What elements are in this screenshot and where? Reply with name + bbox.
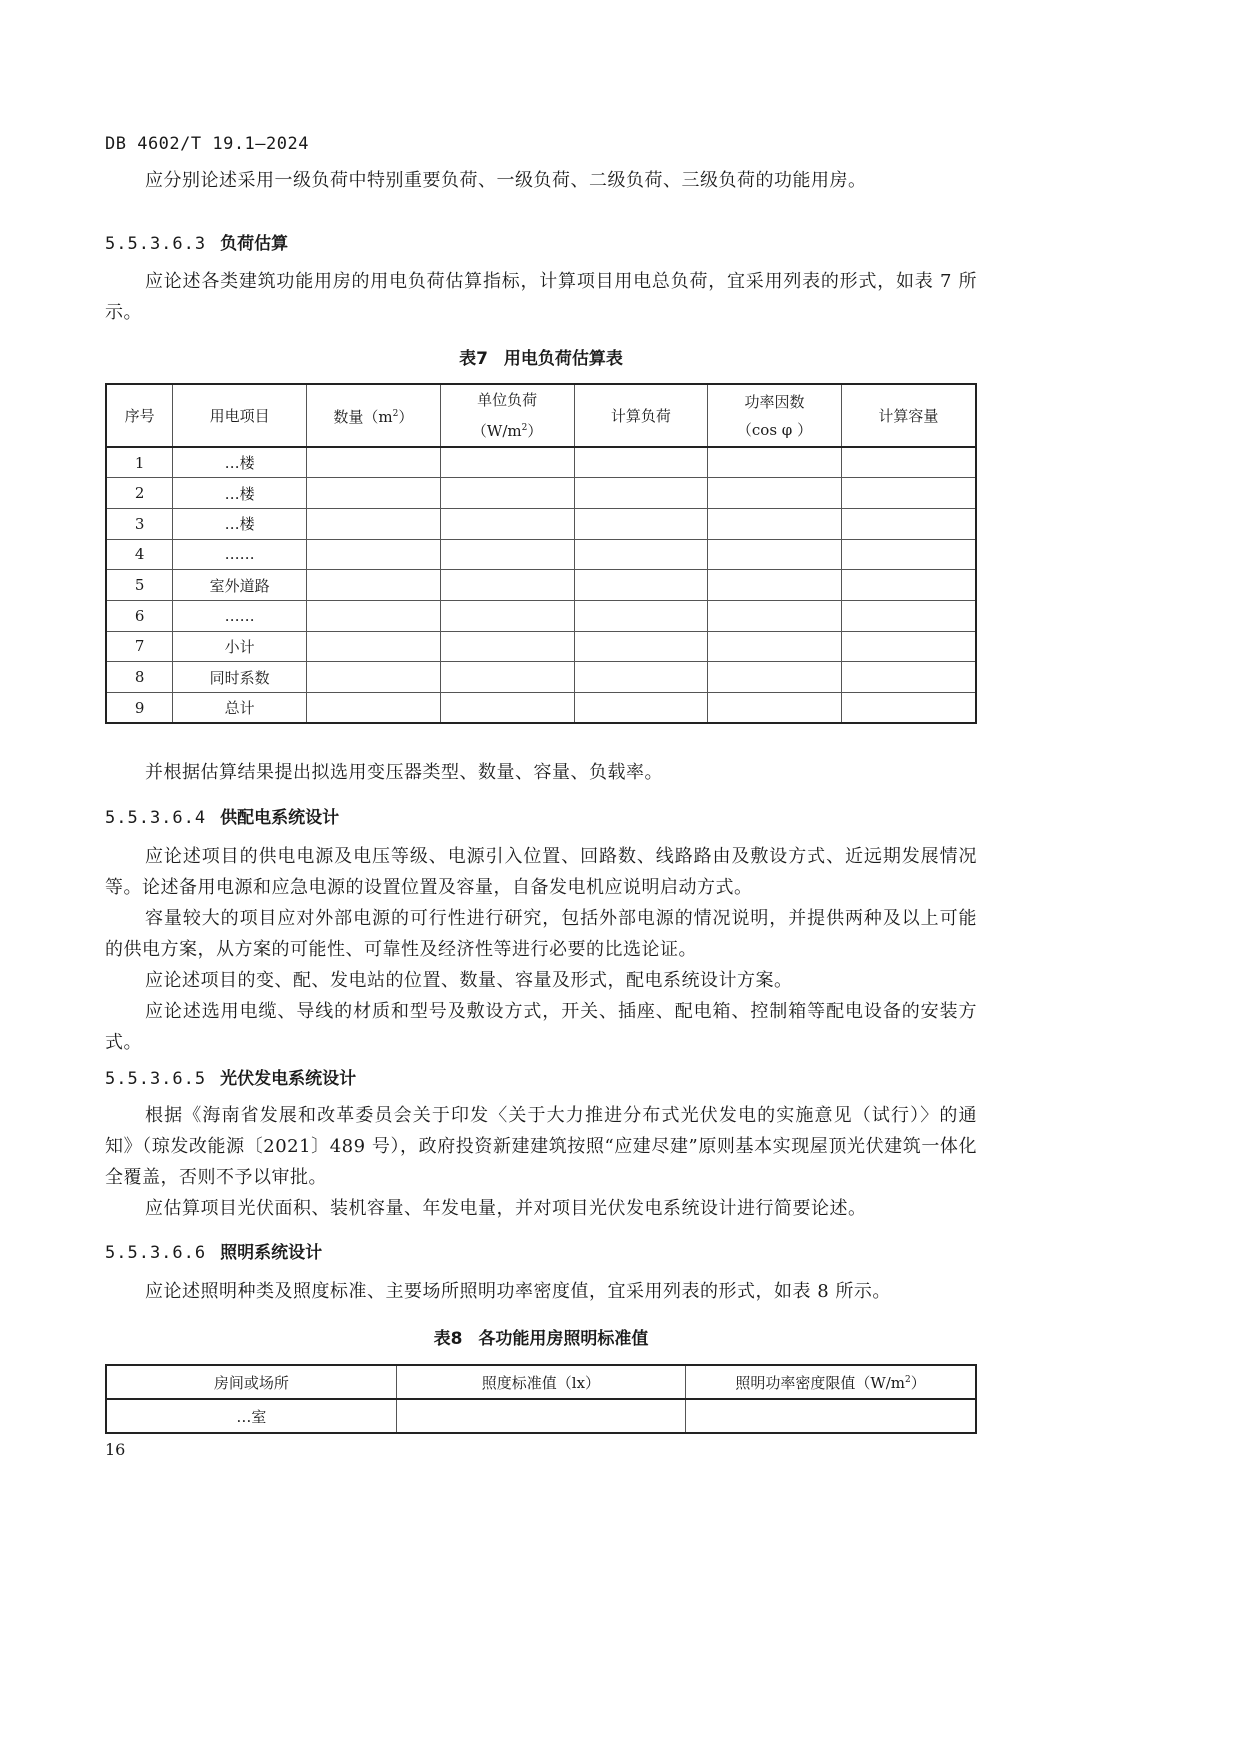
header-unit-load: 单位负荷 $(W/m^2)$ [440, 384, 574, 447]
load-estimation-table [105, 383, 977, 724]
unit-load-cell [440, 539, 574, 570]
load-item-cell: …楼 [173, 478, 307, 509]
table8-caption-number: 表8 [433, 1329, 463, 1349]
calculated-capacity-cell [841, 600, 976, 631]
paragraph: 容量较大的项目应对外部电源的可行性进行研究，包括外部电源的情况说明，并提供两种及以上可能的供电方案，从方案的可能性、可靠性及经济性等进行必要的比选论证。 [105, 908, 977, 960]
power-factor-cell [708, 693, 842, 724]
table-row [106, 1399, 976, 1433]
quantity-cell [307, 570, 441, 601]
calculated-load-cell [574, 693, 708, 724]
calculated-capacity-cell [841, 539, 976, 570]
transformer-paragraph: 并根据估算结果提出拟选用变压器类型、数量、容量、负载率。 [145, 762, 663, 783]
section-title: 光伏发电系统设计 [220, 1069, 357, 1089]
load-estimation-paragraph: 应论述各类建筑功能用房的用电负荷估算指标，计算项目用电总负荷，宜采用列表的形式，如表 7 所示。 [105, 271, 977, 323]
quantity-cell [307, 631, 441, 662]
table-row [106, 447, 976, 478]
calculated-capacity-cell [841, 508, 976, 539]
calculated-capacity-cell [841, 631, 976, 662]
unit-load-cell [440, 631, 574, 662]
unit-load-cell [440, 478, 574, 509]
power-factor-cell [708, 662, 842, 693]
load-item-cell: 同时系数 [173, 662, 307, 693]
header-serial-no: 序号 [106, 384, 173, 447]
quantity-cell [307, 539, 441, 570]
calculated-load-cell [574, 539, 708, 570]
serial-no-cell: 2 [106, 478, 173, 509]
unit-load-cell [440, 508, 574, 539]
header-illuminance: 照度标准值（lx） [396, 1365, 685, 1399]
power-density-cell [686, 1399, 976, 1433]
table7-caption [105, 344, 977, 369]
unit-load-cell [440, 662, 574, 693]
lighting-paragraph: 应论述照明种类及照度标准、主要场所照明功率密度值，宜采用列表的形式，如表 8 所示。 [145, 1281, 891, 1302]
power-factor-cell [708, 631, 842, 662]
serial-no-cell: 8 [106, 662, 173, 693]
section-number: 5.5.3.6.5 [105, 1069, 207, 1089]
calculated-capacity-cell [841, 693, 976, 724]
calculated-load-cell [574, 570, 708, 601]
calculated-load-cell [574, 478, 708, 509]
section-number: 5.5.3.6.4 [105, 808, 207, 828]
serial-no-cell: 3 [106, 508, 173, 539]
serial-no-cell: 5 [106, 570, 173, 601]
power-factor-cell [708, 539, 842, 570]
section-title: 供配电系统设计 [220, 808, 340, 828]
quantity-cell [307, 693, 441, 724]
quantity-cell [307, 447, 441, 478]
section-heading-photovoltaic [105, 1064, 356, 1089]
load-item-cell: …楼 [173, 508, 307, 539]
calculated-load-cell [574, 662, 708, 693]
power-factor-cell [708, 508, 842, 539]
unit-load-cell [440, 570, 574, 601]
table7-caption-title: 用电负荷估算表 [503, 349, 623, 369]
section-number: 5.5.3.6.3 [105, 234, 207, 254]
calculated-load-cell [574, 508, 708, 539]
calculated-load-cell [574, 631, 708, 662]
serial-no-cell: 7 [106, 631, 173, 662]
power-factor-cell [708, 447, 842, 478]
unit-load-cell [440, 693, 574, 724]
power-factor-cell [708, 570, 842, 601]
header-power-density: 照明功率密度限值$(W/m^2)$ [686, 1365, 976, 1399]
power-factor-cell [708, 600, 842, 631]
calculated-capacity-cell [841, 662, 976, 693]
load-item-cell: …… [173, 600, 307, 631]
load-item-cell: 室外道路 [173, 570, 307, 601]
document-id: DB 4602/T 19.1—2024 [105, 134, 309, 154]
quantity-cell [307, 508, 441, 539]
table-row [106, 693, 976, 724]
section-title: 负荷估算 [220, 234, 289, 254]
section-title: 照明系统设计 [220, 1243, 323, 1263]
unit-load-cell [440, 600, 574, 631]
table-row [106, 570, 976, 601]
calculated-capacity-cell [841, 570, 976, 601]
serial-no-cell: 4 [106, 539, 173, 570]
calculated-load-cell [574, 447, 708, 478]
table-row [106, 600, 976, 631]
calculated-load-cell [574, 600, 708, 631]
table-header-row [106, 384, 976, 447]
paragraph: 应论述项目的变、配、发电站的位置、数量、容量及形式，配电系统设计方案。 [145, 970, 793, 991]
room-cell: …室 [106, 1399, 396, 1433]
quantity-cell [307, 600, 441, 631]
calculated-capacity-cell [841, 447, 976, 478]
table-row [106, 508, 976, 539]
serial-no-cell: 6 [106, 600, 173, 631]
table-header-row [106, 1365, 976, 1399]
load-item-cell: 总计 [173, 693, 307, 724]
section-heading-load-estimation [105, 229, 288, 254]
header-calculated-load: 计算负荷 [574, 384, 708, 447]
paragraph: 应估算项目光伏面积、装机容量、年发电量，并对项目光伏发电系统设计进行简要论述。 [145, 1198, 867, 1219]
section-heading-power-distribution [105, 803, 339, 828]
lighting-standard-table [105, 1364, 977, 1434]
paragraph: 应论述选用电缆、导线的材质和型号及敷设方式，开关、插座、配电箱、控制箱等配电设备的安装方式。 [105, 1001, 977, 1053]
photovoltaic-body [0, 1100, 977, 1224]
intro-paragraph: 应分别论述采用一级负荷中特别重要负荷、一级负荷、二级负荷、三级负荷的功能用房。 [145, 170, 867, 191]
load-item-cell: …… [173, 539, 307, 570]
header-room: 房间或场所 [106, 1365, 396, 1399]
power-distribution-body [0, 841, 977, 1058]
table8-caption-title: 各功能用房照明标准值 [478, 1329, 649, 1349]
header-power-factor: 功率因数 （cos φ ） [708, 384, 842, 447]
serial-no-cell: 1 [106, 447, 173, 478]
table8-caption [105, 1324, 977, 1349]
illuminance-cell [396, 1399, 685, 1433]
load-item-cell: …楼 [173, 447, 307, 478]
unit-load-cell [440, 447, 574, 478]
quantity-cell [307, 662, 441, 693]
table-row [106, 631, 976, 662]
table-row [106, 539, 976, 570]
power-factor-cell [708, 478, 842, 509]
header-calculated-capacity: 计算容量 [841, 384, 976, 447]
table-row [106, 478, 976, 509]
load-item-cell: 小计 [173, 631, 307, 662]
section-number: 5.5.3.6.6 [105, 1243, 207, 1263]
table7-caption-number: 表7 [459, 349, 488, 369]
serial-no-cell: 9 [106, 693, 173, 724]
calculated-capacity-cell [841, 478, 976, 509]
paragraph: 应论述项目的供电电源及电压等级、电源引入位置、回路数、线路路由及敷设方式、近远期发展情况等。论述备用电源和应急电源的设置位置及容量，自备发电机应说明启动方式。 [105, 846, 977, 898]
quantity-cell [307, 478, 441, 509]
header-load-item: 用电项目 [173, 384, 307, 447]
section-heading-lighting [105, 1238, 322, 1263]
page-number: 16 [105, 1440, 126, 1459]
paragraph: 根据《海南省发展和改革委员会关于印发〈关于大力推进分布式光伏发电的实施意见（试行）〉的通知》（琼发改能源〔2021〕489 号），政府投资新建建筑按照“应建尽建”原则基本实现屋顶光伏建筑一体化全覆盖，否则不予以审批。 [105, 1105, 977, 1188]
table-row [106, 662, 976, 693]
header-quantity: 数量$(m^2)$ [307, 384, 441, 447]
